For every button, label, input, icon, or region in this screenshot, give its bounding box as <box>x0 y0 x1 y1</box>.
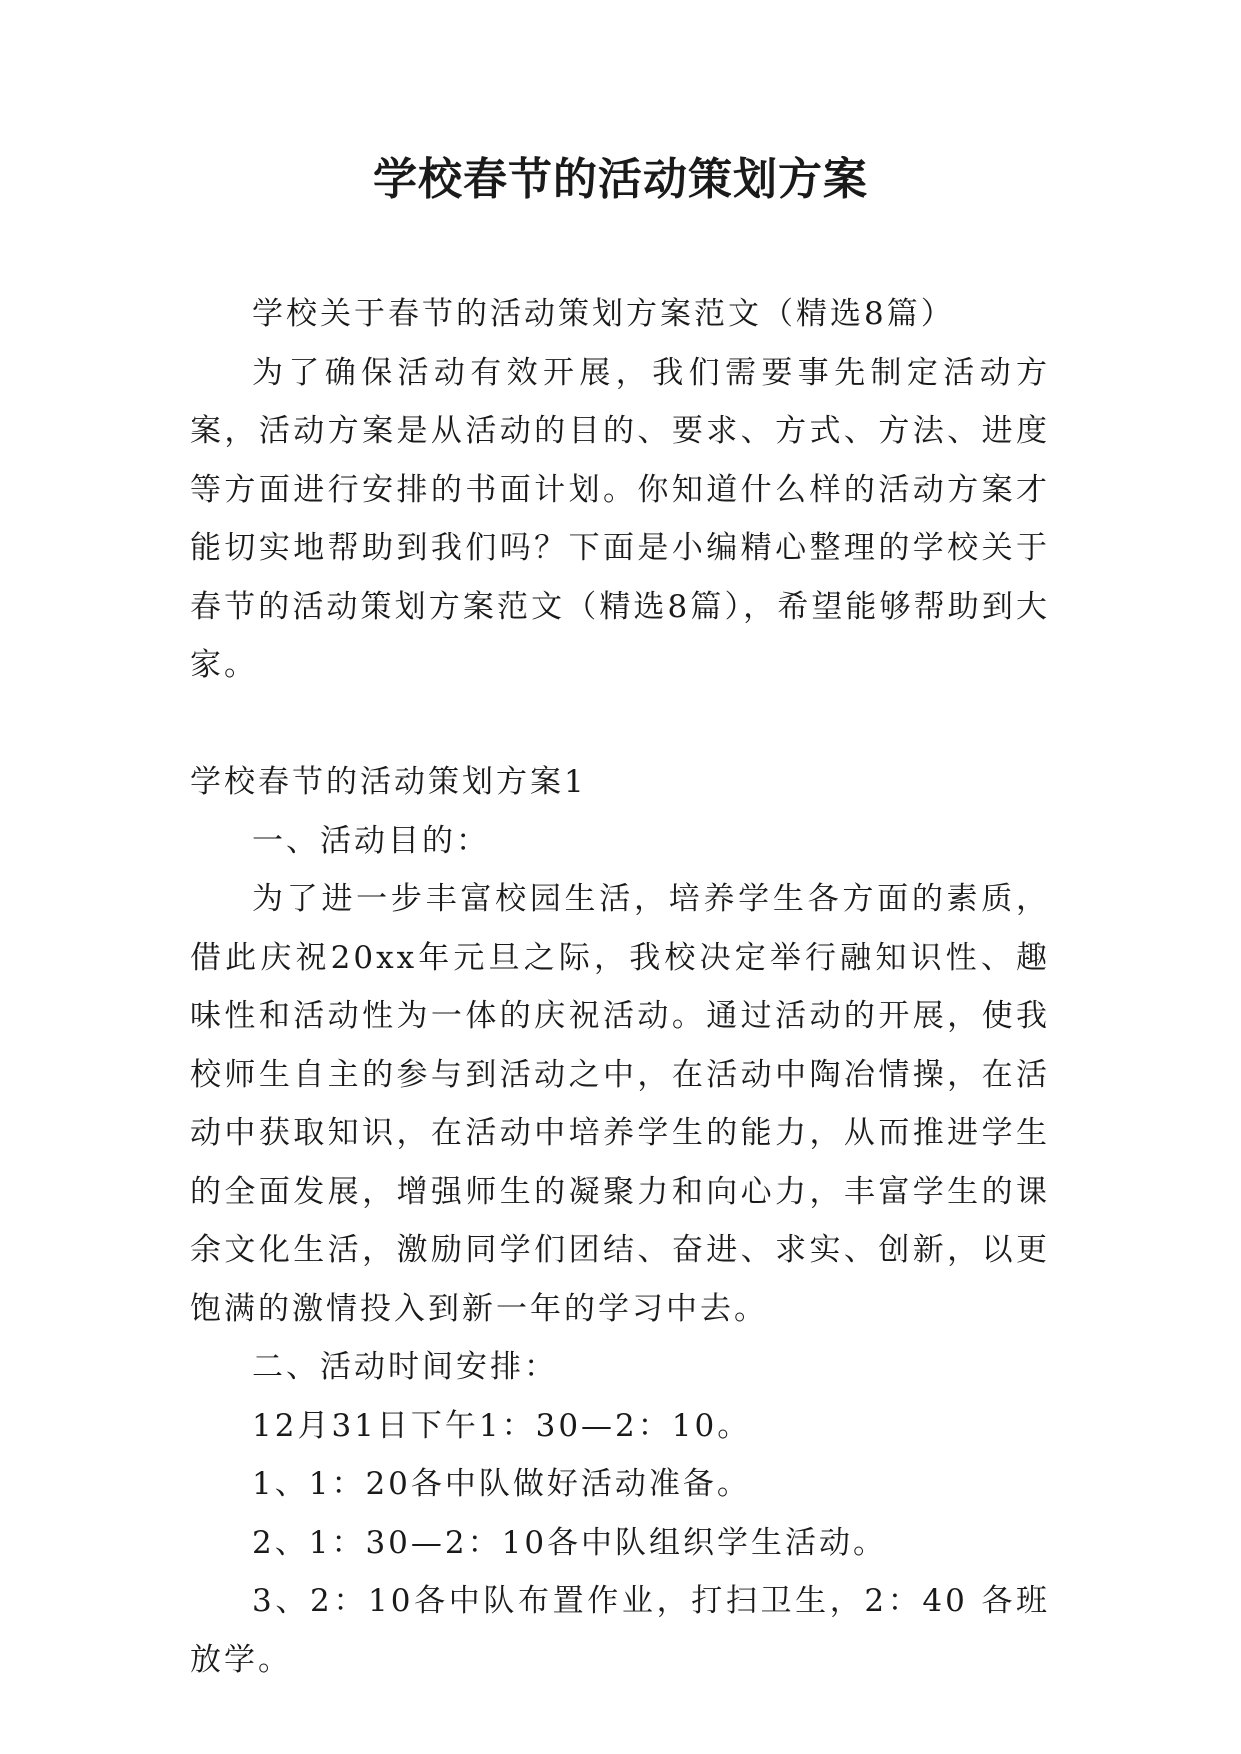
purpose-paragraph: 为了进一步丰富校园生活，培养学生各方面的素质，借此庆祝20xx年元旦之际，我校决定举行融知识性、趣味性和活动性为一体的庆祝活动。通过活动的开展，使我校师生自主的参与到活动之中，在活动中陶冶情操，在活动中获取知识，在活动中培养学生的能力，从而推进学生的全面发展，增强师生的凝聚力和向心力，丰富学生的课余文化生活，激励同学们团结、奋进、求实、创新，以更饱满的激情投入到新一年的学习中去。 <box>190 881 1050 1327</box>
section-heading: 学校春节的活动策划方案1 <box>190 764 587 800</box>
document-title: 学校春节的活动策划方案 <box>373 154 868 205</box>
schedule-item-2: 2、1：30—2：10各中队组织学生活动。 <box>252 1524 888 1561</box>
schedule-time: 12月31日下午1：30—2：10。 <box>252 1407 752 1444</box>
paragraph-spacer <box>190 695 1050 754</box>
schedule-item-3: 3、2：10各中队布置作业，打扫卫生，2：40 各班放学。 <box>190 1583 1050 1678</box>
schedule-item-1: 1、1：20各中队做好活动准备。 <box>252 1466 751 1502</box>
subheading-purpose: 一、活动目的： <box>252 822 490 859</box>
document-body <box>190 285 1050 1689</box>
intro-paragraph: 为了确保活动有效开展，我们需要事先制定活动方案，活动方案是从活动的目的、要求、方式、方法、进度等方面进行安排的书面计划。你知道什么样的活动方案才能切实地帮助到我们吗？下面是小编精心整理的学校关于春节的活动策划方案范文（精选8篇），希望能够帮助到大家。 <box>190 354 1050 683</box>
subtitle-paragraph: 学校关于春节的活动策划方案范文（精选8篇） <box>252 296 955 332</box>
subheading-schedule: 二、活动时间安排： <box>252 1349 558 1385</box>
